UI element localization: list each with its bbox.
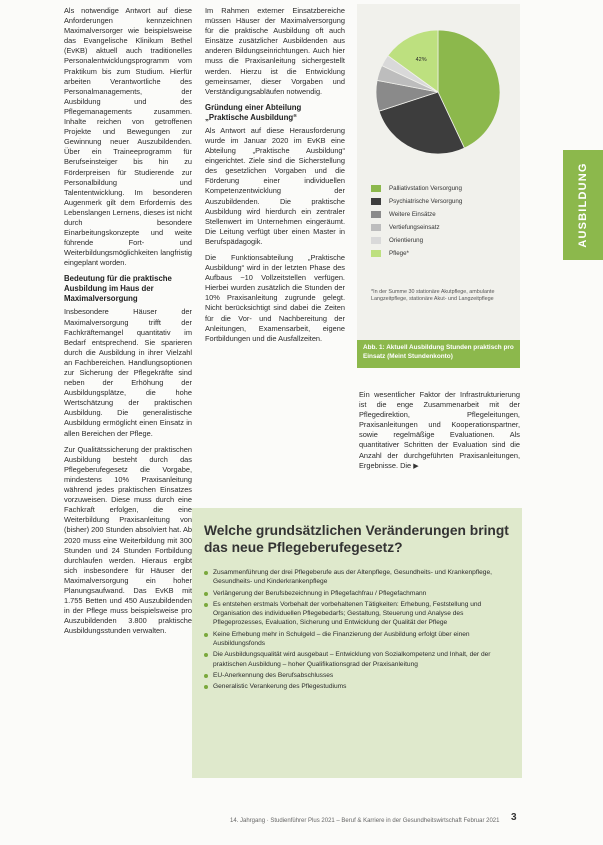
legend-label: Psychiatrische Versorgung: [389, 198, 463, 205]
chart-footnote: *In der Summe 30 stationäre Akutpflege, ambulante Langzeitpflege, stationäre Akut- und Langzeitpflege: [371, 289, 495, 302]
paragraph: Im Rahmen externer Einsatzbereiche müssen Häuser der Maximalversorgung für die praktische Ausbildung oft auch Einsätze zusätzlicher Ausbildenden aus anderen Bildungseinrichtungen. Auch hier muss die Praxisanleitung sichergestellt werden. Hierzu ist die Entwicklung gemeinsamer, dieser Vorgaben und Verständigungsabläufen notwendig.: [205, 6, 345, 96]
text-column-2: [205, 6, 345, 350]
paragraph: Als notwendige Antwort auf diese Anforderungen kennzeichnen Maximalversorger wie beispielsweise das Evangelische Klinikum Bethel (EvKB) aktuell auch traditionelles Personalentwicklungsprogramm vom Praktikum bis zum Studium. Hierfür arbeiten Verantwortliche des Personalmanagements, der Ausbildung und des Pflegemanagements zusammen. Inhalte reichen von getroffenen Projekte und Bewegungen zur Gewinnung neuer Auszubildenden. Über ein Traineeprogramm für Berufseinsteiger bis hin zu Förderpreisen für Studierende zur Personalbildung und Talententwicklung. Im besonderen Augenmerk gilt dem Erfordernis des Lebenslangen Lernens, dieses ist nicht durch besondere Einarbeitungskonzepte und weite führende Fort- und Weiterbildungsmöglichkeiten langfristig eingeplant worden.: [64, 6, 192, 268]
page-number: 3: [511, 812, 517, 823]
legend-item: [371, 234, 516, 247]
legend-label: Orientierung: [389, 237, 424, 244]
paragraph: Die Funktionsabteilung „Praktische Ausbildung“ wird in der letzten Phase des Aufbaus ~10 Vollzeitstellen verfügen. Hierbei wurden zusätzlich die Stunden der 10% Praxisanleitung zugrunde gelegt. Nicht berücksichtigt sind dabei die Zeiten für die Vor- und Nachbereitung der Anleitungen, Examensarbeit, eigene Fortbildungen und die Ausfallzeiten.: [205, 252, 345, 343]
paragraph: Zur Qualitätssicherung der praktischen Ausbildung besteht durch das Pflegeberufegesetz die Vorgabe, mindestens 10% Praxisanleitung während jedes praktischen Einsatzes vorzuweisen. Diese muss durch eine Fachkraft erfolgen, die eine Weiterbildung Praxisanleitung von (bisher) 200 Stunden absolviert hat. Ab 2020 muss eine Weiterbildung mit 300 Stunden und 24 Stunden Fortbildung durchlaufen werden. Hieraus ergibt sich insbesondere für Häuser der Maximalversorgung ein hoher Planungsaufwand. Das EvKB mit 1.755 Betten und 450 Auszubildenden in der Pflege muss beispielsweise pro Auszubildenden 3.800 praktische Ausbildungsstunden verwalten.: [64, 444, 192, 636]
legend-label: Weitere Einsätze: [389, 211, 436, 218]
paragraph-text: Ein wesentlicher Faktor der Infrastrukturierung ist die enge Zusammenarbeit mit der Pflegedirektion, Pflegeleitungen, Praxisanleitungen und Kooperationspartner, sowie regelmäßige Evaluationen. Als quantitativer Schritten der Evaluation sind die Anzahl der durchgeführten Praxisanleitungen, Ergebnisse. Die: [359, 390, 520, 470]
text-column-3: [359, 390, 520, 478]
chart-legend: [371, 182, 516, 260]
page-footer: 14. Jahrgang · Studienführer Plus 2021 – Beruf & Karriere in der Gesundheitswirtschaft Februar 2021: [230, 818, 500, 824]
figure-caption: Abb. 1: Aktuell Ausbildung Stunden praktisch pro Einsatz (Meint Stundenkonto): [357, 340, 520, 368]
section-tab: [563, 150, 603, 260]
pie-slice-label: 42%: [415, 56, 427, 63]
info-box-item: Zusammenführung der drei Pflegeberufe aus der Altenpflege, Gesundheits- und Krankenpflege, Gesundheits- und Kinderkrankenpflege: [204, 568, 510, 587]
paragraph: [359, 390, 520, 472]
info-box-title: Welche grundsätzlichen Veränderungen bringt das neue Pflegeberufegesetz?: [204, 523, 509, 555]
info-box-item: Generalistic Verankerung des Pflegestudiums: [204, 682, 510, 691]
pie-chart: [371, 20, 506, 170]
text-column-1: [64, 6, 192, 642]
legend-item: [371, 247, 516, 260]
info-box-list: [204, 568, 510, 692]
legend-swatch: [371, 250, 381, 257]
legend-swatch: [371, 224, 381, 231]
pie-chart-figure: [357, 4, 520, 340]
info-box: [192, 508, 522, 778]
legend-swatch: [371, 198, 381, 205]
paragraph: Als Antwort auf diese Herausforderung wurde im Januar 2020 im EvKB eine Abteilung „Praktische Ausbildung“ eingerichtet. Ziele sind die Sicherstellung des gesetzlichen Vorgaben und die Förderung einer individuellen Kompetenzentwicklung der Auszubildenden. Die praktische Ausbildung wird hierdurch ein zentraler Stellenwert im Unternehmen eingeräumt. Die Leitung verfügt über einen Master in Berufspädagogik.: [205, 125, 345, 246]
info-box-item: Es entstehen erstmals Vorbehalt der vorbehaltenen Tätigkeiten: Erhebung, Feststellung und Organisation des individuellen Pflegebedarfs; Gestaltung, Steuerung und Analyse des Pflegeprozesses, Evaluation, Sicherung und Entwicklung der Qualität der Pflege: [204, 600, 510, 628]
legend-item: [371, 221, 516, 234]
legend-item: [371, 208, 516, 221]
info-box-item: Keine Erhebung mehr in Schulgeld – die Finanzierung der Ausbildung erfolgt über einen Ausbildungsfonds: [204, 630, 510, 649]
paragraph: Insbesondere Häuser der Maximalversorgung trifft der Fachkräftemangel quantitativ im Bedarf entsprechend. Sie sparieren durch die Ausbildung in ihrer Vielzahl an Fachbereichen. Handlungsoptionen zur Sicherung der Pflegekräfte sind neben der Erhöhung der Ausbildungsplätze, die hohe Wertschätzung der praktischen Ausbildung. Die generalistische Ausbildung ermöglicht einen Einsatz in allen Bereichen der Pflege.: [64, 307, 192, 438]
section-tab-label: AUSBILDUNG: [577, 162, 589, 248]
legend-swatch: [371, 237, 381, 244]
info-box-item: EU-Anerkennung des Berufsabschlusses: [204, 671, 510, 680]
legend-label: Palliativstation Versorgung: [389, 185, 462, 192]
legend-swatch: [371, 185, 381, 192]
legend-item: [371, 195, 516, 208]
info-box-item: Verlängerung der Berufsbezeichnung in Pflegefachfrau / Pflegefachmann: [204, 589, 510, 598]
info-box-item: Die Ausbildungsqualität wird ausgebaut – Entwicklung von Sozialkompetenz und Inhalt, der der praktischen Ausbildung – hoher Qualifikationsgrad der Praxisanleitung: [204, 650, 510, 669]
legend-item: [371, 182, 516, 195]
legend-label: Vertiefungseinsatz: [389, 224, 440, 231]
subheading: Bedeutung für die praktische Ausbildung im Haus der Maximalversorgung: [64, 274, 172, 304]
continue-arrow-icon: ▶: [413, 462, 419, 470]
subheading: Gründung einer Abteilung „Praktische Ausbildung“: [205, 102, 302, 122]
legend-label: Pflege*: [389, 250, 409, 257]
legend-swatch: [371, 211, 381, 218]
